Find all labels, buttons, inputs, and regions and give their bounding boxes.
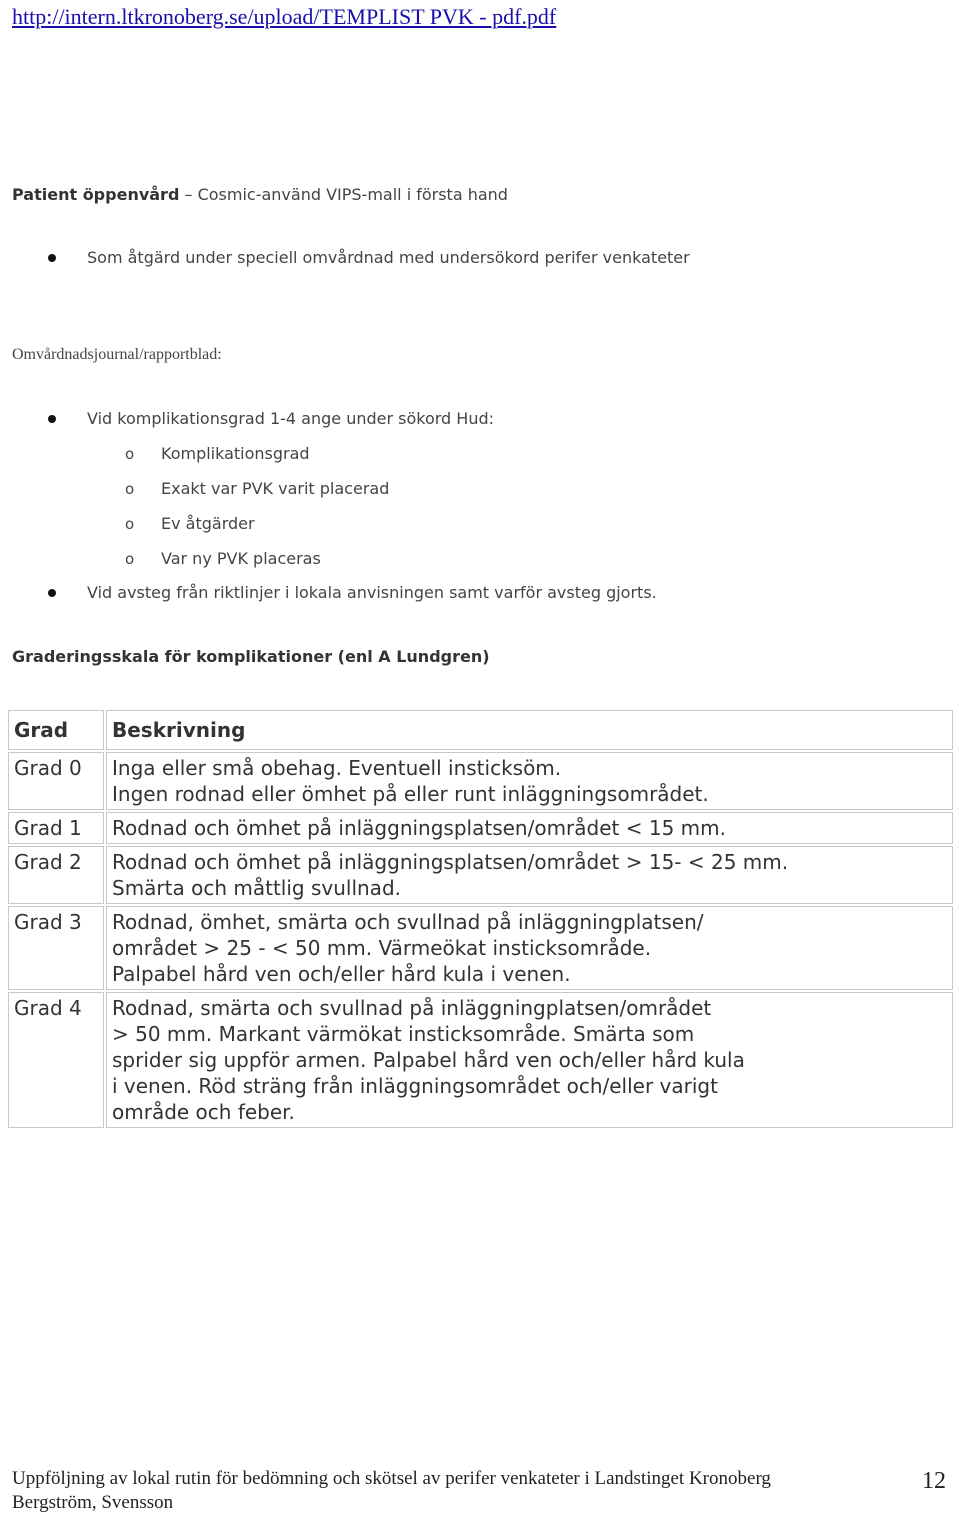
description-line: område och feber. — [112, 1100, 295, 1124]
sub-bullet-marker: o — [125, 550, 135, 568]
table-row — [8, 846, 953, 904]
table-row — [8, 992, 953, 1128]
description-line: området > 25 - < 50 mm. Värmeökat insticksområde. — [112, 936, 652, 960]
grade-cell: Grad 0 — [8, 752, 104, 810]
table-row — [8, 752, 953, 810]
bullet-item-komplikationsgrad: Vid komplikationsgrad 1-4 ange under sökord Hud: — [87, 409, 495, 428]
section-heading-patient — [12, 185, 508, 204]
page-number: 12 — [922, 1468, 946, 1494]
description-line: Palpabel hård ven och/eller hård kula i venen. — [112, 962, 571, 986]
scale-title: Graderingsskala för komplikationer (enl A Lundgren) — [12, 647, 490, 666]
table-row — [8, 812, 953, 844]
table-header-row — [8, 710, 953, 750]
description-line: Ingen rodnad eller ömhet på eller runt inläggningsområdet. — [112, 782, 709, 806]
grade-cell: Grad 4 — [8, 992, 104, 1128]
description-cell — [106, 992, 953, 1128]
table-row — [8, 906, 953, 990]
bullet-icon — [48, 415, 56, 423]
source-url-link[interactable]: http://intern.ltkronoberg.se/upload/TEMPLIST PVK - pdf.pdf — [12, 4, 557, 29]
description-line: sprider sig uppför armen. Palpabel hård ven och/eller hård kula — [112, 1048, 745, 1072]
grade-cell: Grad 1 — [8, 812, 104, 844]
description-line: > 50 mm. Markant värmökat insticksområde. Smärta som — [112, 1022, 695, 1046]
journal-label: Omvårdnadsjournal/rapportblad: — [12, 346, 222, 363]
grade-cell: Grad 2 — [8, 846, 104, 904]
grading-table — [6, 708, 955, 1130]
sub-item: Ev åtgärder — [161, 514, 255, 533]
header-grad: Grad — [8, 710, 104, 750]
sub-item: Var ny PVK placeras — [161, 549, 321, 568]
description-line: Rodnad och ömhet på inläggningsplatsen/området < 15 mm. — [112, 816, 726, 840]
description-line: Smärta och måttlig svullnad. — [112, 876, 401, 900]
description-line: Rodnad, ömhet, smärta och svullnad på inläggningplatsen/ — [112, 910, 704, 934]
description-line: Inga eller små obehag. Eventuell insticksöm. — [112, 756, 562, 780]
description-line: Rodnad och ömhet på inläggningsplatsen/området > 15- < 25 mm. — [112, 850, 789, 874]
grade-cell: Grad 3 — [8, 906, 104, 990]
description-line: i venen. Röd sträng från inläggningsområdet och/eller varigt — [112, 1074, 718, 1098]
description-cell — [106, 752, 953, 810]
section-heading-rest: – Cosmic-använd VIPS-mall i första hand — [179, 185, 508, 204]
section-heading-bold: Patient öppenvård — [12, 185, 180, 204]
description-cell — [106, 846, 953, 904]
sub-bullet-marker: o — [125, 445, 135, 463]
footer-title: Uppföljning av lokal rutin för bedömning och skötsel av perifer venkateter i Landstinget Kronoberg — [12, 1468, 771, 1489]
description-line: Rodnad, smärta och svullnad på inläggningplatsen/området — [112, 996, 712, 1020]
sub-item: Komplikationsgrad — [161, 444, 310, 463]
bullet-item-avsteg: Vid avsteg från riktlinjer i lokala anvisningen samt varför avsteg gjorts. — [87, 583, 657, 602]
header-beskrivning: Beskrivning — [106, 710, 953, 750]
description-cell — [106, 812, 953, 844]
bullet-item-omvardnad: Som åtgärd under speciell omvårdnad med undersökord perifer venkateter — [87, 248, 690, 267]
sub-bullet-marker: o — [125, 480, 135, 498]
sub-bullet-marker: o — [125, 515, 135, 533]
footer-authors: Bergström, Svensson — [12, 1492, 174, 1513]
bullet-icon — [48, 589, 56, 597]
sub-item: Exakt var PVK varit placerad — [161, 479, 390, 498]
bullet-icon — [48, 254, 56, 262]
description-cell — [106, 906, 953, 990]
